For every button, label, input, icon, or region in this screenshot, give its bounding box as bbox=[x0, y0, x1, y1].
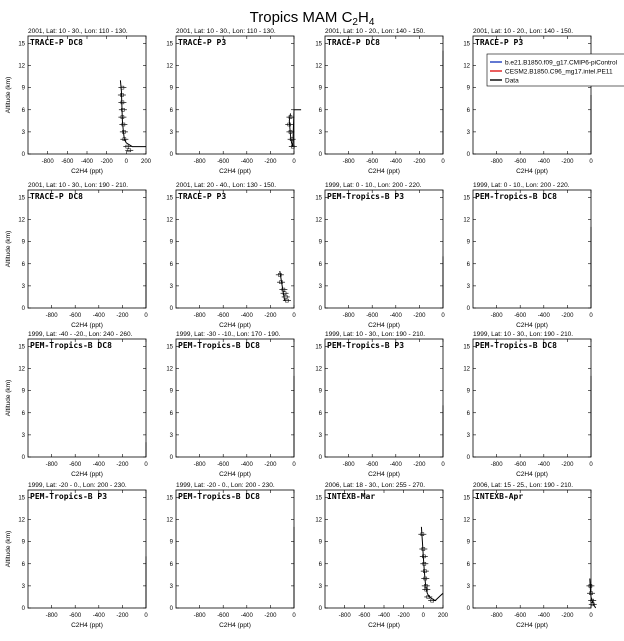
plot-frame bbox=[473, 490, 591, 608]
x-tick-label: -200 bbox=[116, 462, 129, 468]
panel-header: 2006, Lat: 18 - 30., Lon: 255 - 270. bbox=[325, 482, 426, 489]
panel-12 bbox=[463, 331, 593, 478]
panel-11 bbox=[315, 331, 445, 478]
x-tick-label: -200 bbox=[561, 159, 574, 165]
y-tick-label: 0 bbox=[21, 606, 25, 612]
y-tick-label: 6 bbox=[21, 261, 25, 268]
x-tick-label: -600 bbox=[69, 613, 82, 619]
plot-frame bbox=[176, 339, 294, 457]
y-tick-label: 0 bbox=[318, 306, 322, 312]
panel-header: 1999, Lat: 0 - 10., Lon: 200 - 220. bbox=[325, 182, 422, 189]
x-tick-label: -600 bbox=[217, 462, 230, 468]
panel-5 bbox=[5, 182, 148, 329]
panel-3 bbox=[315, 28, 445, 175]
panel-9 bbox=[5, 331, 148, 478]
x-tick-label: -800 bbox=[342, 313, 355, 319]
y-tick-label: 9 bbox=[466, 388, 470, 395]
y-tick-label: 12 bbox=[18, 366, 25, 373]
x-tick-label: -200 bbox=[264, 159, 277, 165]
y-tick-label: 15 bbox=[166, 344, 173, 351]
panel-7 bbox=[315, 182, 445, 329]
y-tick-label: 15 bbox=[315, 495, 322, 502]
campaign-label: TRACE-P DC8 bbox=[30, 38, 83, 47]
x-tick-label: -400 bbox=[389, 462, 402, 468]
y-tick-label: 12 bbox=[463, 63, 470, 70]
y-tick-label: 9 bbox=[21, 539, 25, 546]
y-tick-label: 0 bbox=[318, 152, 322, 158]
y-tick-label: 12 bbox=[315, 217, 322, 224]
x-tick-label: -600 bbox=[217, 159, 230, 165]
y-tick-label: 0 bbox=[466, 455, 470, 461]
x-tick-label: -800 bbox=[193, 159, 206, 165]
x-tick-label: 0 bbox=[292, 613, 296, 619]
x-tick-label: -800 bbox=[45, 613, 58, 619]
legend-entry: CESM2.B1850.C96_mg17.intel.PE11 bbox=[505, 68, 613, 76]
y-tick-label: 6 bbox=[466, 107, 470, 114]
campaign-label: INTEXB-Mar bbox=[327, 492, 376, 501]
panel-header: 1999, Lat: 0 - 10., Lon: 200 - 220. bbox=[473, 182, 570, 189]
y-tick-label: 3 bbox=[318, 432, 322, 439]
panel-header: 2006, Lat: 15 - 25., Lon: 190 - 210. bbox=[473, 482, 574, 489]
x-tick-label: -600 bbox=[69, 313, 82, 319]
panel-header: 1999, Lat: 10 - 30., Lon: 190 - 210. bbox=[473, 331, 574, 338]
x-tick-label: -200 bbox=[561, 462, 574, 468]
x-tick-label: -400 bbox=[377, 613, 391, 619]
campaign-label: TRACE-P P3 bbox=[178, 192, 227, 201]
plot-frame bbox=[176, 36, 294, 154]
x-axis-label: C2H4 (ppt) bbox=[368, 471, 400, 478]
y-tick-label: 15 bbox=[18, 495, 25, 502]
x-tick-label: 0 bbox=[441, 159, 445, 165]
plot-frame bbox=[325, 190, 443, 308]
panel-header: 1999, Lat: -20 - 0., Lon: 200 - 230. bbox=[176, 482, 275, 489]
legend bbox=[487, 54, 624, 86]
y-tick-label: 0 bbox=[318, 606, 322, 612]
x-tick-label: -400 bbox=[537, 462, 550, 468]
title-main: Tropics MAM C bbox=[249, 9, 353, 26]
x-tick-label: 0 bbox=[292, 159, 296, 165]
x-tick-label: -200 bbox=[264, 313, 277, 319]
x-axis-label: C2H4 (ppt) bbox=[71, 471, 103, 478]
y-tick-label: 3 bbox=[21, 432, 25, 439]
x-tick-label: 0 bbox=[441, 313, 445, 319]
x-tick-label: -600 bbox=[514, 462, 527, 468]
data-profile-line bbox=[120, 80, 146, 146]
y-tick-label: 0 bbox=[169, 306, 173, 312]
y-tick-label: 6 bbox=[466, 410, 470, 417]
y-tick-label: 6 bbox=[169, 107, 173, 114]
x-tick-label: 0 bbox=[292, 313, 296, 319]
campaign-label: PEM-Tropics-B DC8 bbox=[475, 192, 557, 201]
panel-header: 2001, Lat: 10 - 30., Lon: 190 - 210. bbox=[28, 182, 129, 189]
plot-frame bbox=[325, 36, 443, 154]
y-tick-label: 15 bbox=[166, 195, 173, 202]
x-tick-label: 0 bbox=[589, 313, 593, 319]
x-tick-label: -400 bbox=[92, 613, 105, 619]
x-tick-label: -400 bbox=[240, 313, 253, 319]
campaign-label: PEM-Tropics-B DC8 bbox=[178, 492, 260, 501]
x-axis-label: C2H4 (ppt) bbox=[368, 322, 400, 329]
x-tick-label: -800 bbox=[45, 313, 58, 319]
y-tick-label: 9 bbox=[318, 239, 322, 246]
x-tick-label: 200 bbox=[140, 159, 152, 165]
y-tick-label: 15 bbox=[463, 495, 470, 502]
panel-header: 1999, Lat: -40 - -20., Lon: 240 - 260. bbox=[28, 331, 133, 338]
campaign-label: PEM-Tropics-B DC8 bbox=[30, 341, 112, 350]
x-tick-label: -600 bbox=[61, 159, 74, 165]
x-tick-label: -200 bbox=[264, 613, 277, 619]
y-tick-label: 3 bbox=[466, 432, 470, 439]
x-tick-label: -200 bbox=[413, 313, 426, 319]
y-tick-label: 9 bbox=[169, 388, 173, 395]
y-tick-label: 0 bbox=[169, 606, 173, 612]
y-tick-label: 9 bbox=[21, 239, 25, 246]
panel-13 bbox=[5, 482, 148, 629]
panel-10 bbox=[166, 331, 296, 478]
panel-4 bbox=[463, 28, 624, 175]
x-tick-label: -400 bbox=[537, 313, 550, 319]
x-tick-label: 0 bbox=[144, 313, 148, 319]
y-tick-label: 9 bbox=[169, 239, 173, 246]
y-tick-label: 12 bbox=[463, 517, 470, 524]
x-tick-label: -400 bbox=[389, 159, 402, 165]
panel-header: 2001, Lat: 10 - 30., Lon: 110 - 130. bbox=[28, 28, 128, 35]
plot-frame bbox=[28, 36, 146, 154]
x-axis-label: C2H4 (ppt) bbox=[219, 622, 251, 629]
x-tick-label: -400 bbox=[92, 313, 105, 319]
y-tick-label: 15 bbox=[315, 41, 322, 48]
y-tick-label: 6 bbox=[318, 261, 322, 268]
legend-entry: b.e21.B1850.f09_g17.CMIP6-piControl bbox=[505, 59, 618, 67]
y-tick-label: 3 bbox=[318, 129, 322, 136]
x-tick-label: -800 bbox=[45, 462, 58, 468]
y-tick-label: 3 bbox=[21, 583, 25, 590]
x-tick-label: -200 bbox=[413, 159, 426, 165]
legend-entry: Data bbox=[505, 77, 519, 85]
y-axis-label: Altitude (km) bbox=[5, 530, 12, 568]
x-axis-label: C2H4 (ppt) bbox=[219, 322, 251, 329]
x-tick-label: -200 bbox=[100, 159, 113, 165]
campaign-label: PEM-Tropics-B P3 bbox=[30, 492, 108, 501]
campaign-label: PEM-Tropics-B DC8 bbox=[475, 341, 557, 350]
panel-1 bbox=[5, 28, 152, 175]
y-tick-label: 12 bbox=[18, 217, 25, 224]
x-tick-label: 0 bbox=[589, 462, 593, 468]
y-tick-label: 9 bbox=[466, 85, 470, 92]
y-tick-label: 3 bbox=[169, 583, 173, 590]
x-tick-label: 0 bbox=[589, 159, 593, 165]
y-tick-label: 3 bbox=[21, 129, 25, 136]
x-tick-label: -800 bbox=[41, 159, 54, 165]
x-tick-label: -200 bbox=[413, 462, 426, 468]
y-tick-label: 0 bbox=[21, 306, 25, 312]
y-tick-label: 0 bbox=[466, 152, 470, 158]
title-sub2: 4 bbox=[368, 17, 375, 28]
y-tick-label: 12 bbox=[166, 63, 173, 70]
y-tick-label: 12 bbox=[18, 63, 25, 70]
x-tick-label: -400 bbox=[80, 159, 94, 165]
x-axis-label: C2H4 (ppt) bbox=[71, 322, 103, 329]
panel-header: 2001, Lat: 10 - 20., Lon: 140 - 150. bbox=[325, 28, 426, 35]
y-tick-label: 0 bbox=[318, 455, 322, 461]
y-tick-label: 9 bbox=[318, 388, 322, 395]
y-axis-label: Altitude (km) bbox=[5, 76, 12, 114]
title-mid: H bbox=[357, 9, 369, 26]
y-tick-label: 6 bbox=[318, 107, 322, 114]
x-tick-label: -800 bbox=[193, 462, 206, 468]
campaign-label: TRACE-P P3 bbox=[178, 38, 227, 47]
campaign-label: PEM-Tropics-B P3 bbox=[327, 341, 405, 350]
plot-frame bbox=[28, 339, 146, 457]
y-tick-label: 6 bbox=[318, 410, 322, 417]
x-tick-label: -600 bbox=[217, 613, 230, 619]
x-tick-label: 0 bbox=[441, 462, 445, 468]
x-tick-label: 0 bbox=[144, 613, 148, 619]
y-tick-label: 6 bbox=[169, 410, 173, 417]
y-tick-label: 9 bbox=[318, 539, 322, 546]
campaign-label: INTEXB-Apr bbox=[475, 492, 524, 501]
x-axis-label: C2H4 (ppt) bbox=[71, 168, 103, 175]
y-tick-label: 9 bbox=[169, 85, 173, 92]
y-tick-label: 6 bbox=[466, 561, 470, 568]
y-tick-label: 0 bbox=[169, 152, 173, 158]
x-tick-label: -800 bbox=[342, 159, 355, 165]
y-tick-label: 9 bbox=[318, 85, 322, 92]
campaign-label: PEM-Tropics-B DC8 bbox=[178, 341, 260, 350]
y-tick-label: 15 bbox=[315, 344, 322, 351]
y-tick-label: 9 bbox=[21, 85, 25, 92]
x-tick-label: -800 bbox=[490, 462, 503, 468]
y-tick-label: 15 bbox=[315, 195, 322, 202]
y-tick-label: 12 bbox=[463, 217, 470, 224]
y-tick-label: 0 bbox=[21, 152, 25, 158]
x-tick-label: -600 bbox=[217, 313, 230, 319]
y-tick-label: 6 bbox=[21, 410, 25, 417]
x-tick-label: -400 bbox=[240, 159, 253, 165]
x-tick-label: -600 bbox=[366, 313, 379, 319]
y-tick-label: 9 bbox=[21, 388, 25, 395]
y-tick-label: 12 bbox=[166, 517, 173, 524]
y-tick-label: 6 bbox=[21, 561, 25, 568]
y-tick-label: 3 bbox=[318, 583, 322, 590]
y-tick-label: 15 bbox=[18, 41, 25, 48]
x-tick-label: -800 bbox=[490, 613, 503, 619]
panel-15 bbox=[315, 482, 448, 629]
y-tick-label: 6 bbox=[21, 107, 25, 114]
y-tick-label: 3 bbox=[466, 129, 470, 136]
y-tick-label: 3 bbox=[466, 583, 470, 590]
x-axis-label: C2H4 (ppt) bbox=[219, 168, 251, 175]
x-tick-label: -800 bbox=[490, 313, 503, 319]
y-tick-label: 6 bbox=[169, 561, 173, 568]
x-axis-label: C2H4 (ppt) bbox=[368, 622, 400, 629]
y-tick-label: 15 bbox=[18, 344, 25, 351]
y-tick-label: 12 bbox=[463, 366, 470, 373]
x-tick-label: -400 bbox=[389, 313, 402, 319]
panel-header: 1999, Lat: -30 - -10., Lon: 170 - 190. bbox=[176, 331, 281, 338]
x-tick-label: -200 bbox=[561, 313, 574, 319]
plot-frame bbox=[473, 339, 591, 457]
x-tick-label: -200 bbox=[116, 313, 129, 319]
x-axis-label: C2H4 (ppt) bbox=[516, 622, 548, 629]
x-axis-label: C2H4 (ppt) bbox=[71, 622, 103, 629]
campaign-label: TRACE-P DC8 bbox=[30, 192, 83, 201]
figure-title bbox=[250, 9, 375, 28]
panel-2 bbox=[166, 28, 301, 175]
x-tick-label: -200 bbox=[397, 613, 410, 619]
data-profile-line bbox=[280, 271, 285, 301]
panel-header: 2001, Lat: 10 - 30., Lon: 110 - 130. bbox=[176, 28, 276, 35]
x-tick-label: 0 bbox=[124, 159, 129, 165]
y-tick-label: 15 bbox=[463, 41, 470, 48]
y-tick-label: 12 bbox=[166, 366, 173, 373]
panel-14 bbox=[166, 482, 296, 629]
y-axis-label: Altitude (km) bbox=[5, 379, 12, 417]
campaign-label: TRACE-P P3 bbox=[475, 38, 524, 47]
plot-frame bbox=[28, 190, 146, 308]
x-tick-label: 0 bbox=[589, 613, 593, 619]
x-tick-label: -400 bbox=[92, 462, 105, 468]
plot-frame bbox=[325, 339, 443, 457]
x-tick-label: -400 bbox=[537, 613, 550, 619]
data-profile-line bbox=[289, 110, 301, 147]
y-tick-label: 12 bbox=[18, 517, 25, 524]
panel-header: 2001, Lat: 20 - 40., Lon: 130 - 150. bbox=[176, 182, 277, 189]
x-tick-label: -800 bbox=[342, 462, 355, 468]
y-tick-label: 15 bbox=[166, 41, 173, 48]
y-tick-label: 0 bbox=[21, 455, 25, 461]
y-tick-label: 9 bbox=[466, 539, 470, 546]
y-tick-label: 3 bbox=[466, 283, 470, 290]
panel-header: 1999, Lat: -20 - 0., Lon: 200 - 230. bbox=[28, 482, 127, 489]
y-tick-label: 6 bbox=[318, 561, 322, 568]
x-tick-label: -400 bbox=[240, 613, 253, 619]
x-tick-label: -800 bbox=[338, 613, 351, 619]
panel-16 bbox=[463, 482, 596, 629]
x-axis-label: C2H4 (ppt) bbox=[516, 322, 548, 329]
x-tick-label: -600 bbox=[358, 613, 371, 619]
y-tick-label: 3 bbox=[169, 129, 173, 136]
y-tick-label: 15 bbox=[166, 495, 173, 502]
x-tick-label: 0 bbox=[292, 462, 296, 468]
y-tick-label: 15 bbox=[463, 344, 470, 351]
y-tick-label: 3 bbox=[169, 432, 173, 439]
x-tick-label: -600 bbox=[366, 462, 379, 468]
x-axis-label: C2H4 (ppt) bbox=[219, 471, 251, 478]
y-tick-label: 12 bbox=[315, 517, 322, 524]
x-tick-label: 0 bbox=[144, 462, 148, 468]
x-axis-label: C2H4 (ppt) bbox=[516, 471, 548, 478]
y-tick-label: 12 bbox=[315, 366, 322, 373]
panel-8 bbox=[463, 182, 593, 329]
y-tick-label: 0 bbox=[169, 455, 173, 461]
x-tick-label: -400 bbox=[240, 462, 253, 468]
x-tick-label: -600 bbox=[69, 462, 82, 468]
y-tick-label: 0 bbox=[466, 306, 470, 312]
x-tick-label: -200 bbox=[264, 462, 277, 468]
title-sub: 2 bbox=[352, 17, 358, 28]
y-axis-label: Altitude (km) bbox=[5, 230, 12, 268]
plot-frame bbox=[176, 190, 294, 308]
y-tick-label: 9 bbox=[466, 239, 470, 246]
panel-header: 2001, Lat: 10 - 20., Lon: 140 - 150. bbox=[473, 28, 574, 35]
y-tick-label: 12 bbox=[166, 217, 173, 224]
x-tick-label: -600 bbox=[514, 313, 527, 319]
x-tick-label: -800 bbox=[193, 613, 206, 619]
y-tick-label: 6 bbox=[466, 261, 470, 268]
x-tick-label: -600 bbox=[366, 159, 379, 165]
y-tick-label: 3 bbox=[21, 283, 25, 290]
plot-frame bbox=[473, 190, 591, 308]
x-tick-label: -200 bbox=[561, 613, 574, 619]
campaign-label: PEM-Tropics-B P3 bbox=[327, 192, 405, 201]
y-tick-label: 15 bbox=[463, 195, 470, 202]
x-axis-label: C2H4 (ppt) bbox=[516, 168, 548, 175]
x-tick-label: -600 bbox=[514, 613, 527, 619]
x-axis-label: C2H4 (ppt) bbox=[368, 168, 400, 175]
panel-header: 1999, Lat: 10 - 30., Lon: 190 - 210. bbox=[325, 331, 426, 338]
y-tick-label: 9 bbox=[169, 539, 173, 546]
plot-frame bbox=[176, 490, 294, 608]
y-tick-label: 3 bbox=[318, 283, 322, 290]
x-tick-label: -800 bbox=[490, 159, 503, 165]
x-tick-label: 200 bbox=[437, 613, 449, 619]
x-tick-label: 0 bbox=[421, 613, 426, 619]
x-tick-label: -600 bbox=[514, 159, 527, 165]
x-tick-label: -800 bbox=[193, 313, 206, 319]
y-tick-label: 15 bbox=[18, 195, 25, 202]
plot-frame bbox=[28, 490, 146, 608]
y-tick-label: 6 bbox=[169, 261, 173, 268]
x-tick-label: -400 bbox=[537, 159, 550, 165]
y-tick-label: 0 bbox=[466, 606, 470, 612]
y-tick-label: 12 bbox=[315, 63, 322, 70]
x-tick-label: -200 bbox=[116, 613, 129, 619]
panels-grid bbox=[5, 28, 624, 629]
campaign-label: TRACE-P DC8 bbox=[327, 38, 380, 47]
panel-6 bbox=[166, 182, 296, 329]
y-tick-label: 3 bbox=[169, 283, 173, 290]
